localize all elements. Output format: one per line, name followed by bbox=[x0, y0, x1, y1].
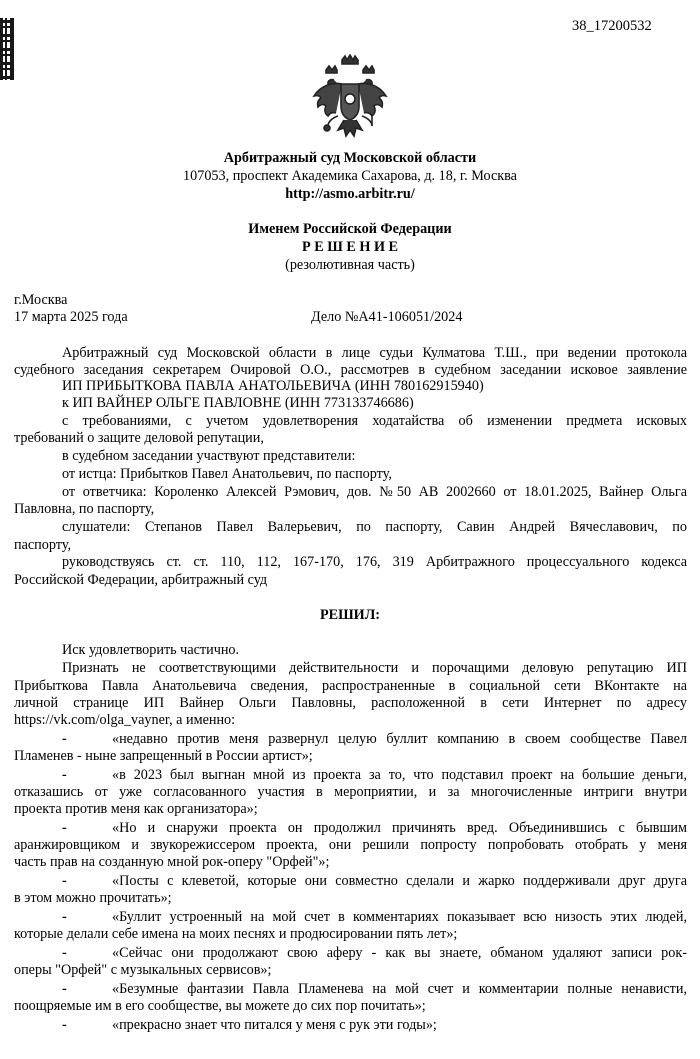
quote-line: «Посты с клеветой, которые они совместно сделали и жарко поддерживали друг друга bbox=[112, 873, 687, 889]
resolved-heading: РЕШИЛ: bbox=[319, 607, 381, 623]
intro-line: с требованиями, с учетом удовлетворения ходатайства об изменении предмета исковых bbox=[62, 413, 687, 429]
ruling-line: Прибыткова Павла Анатольевича сведения, распространенные в социальной сети ВКонтакте на bbox=[14, 678, 687, 694]
defendant: к ИП ВАЙНЕР ОЛЬГЕ ПАВЛОВНЕ (ИНН 773133746686) bbox=[62, 395, 414, 411]
intro-line: от ответчика: Короленко Алексей Рэмович, дов. №50 АВ 2002660 от 18.01.2025, Вайнер Ольга bbox=[62, 484, 687, 500]
court-url[interactable]: http://asmo.arbitr.ru/ bbox=[285, 186, 415, 202]
quote-line: оперы "Орфей" с музыкальных сервисов»; bbox=[14, 962, 272, 978]
intro-line: Арбитражный суд Московской области в лице судьи Кулматова Т.Ш., при ведении протокола bbox=[62, 345, 687, 361]
quote-line: «в 2023 был выгнан мной из проекта за то, что подставил проект на большие деньги, bbox=[112, 767, 687, 783]
heading-decision: Р Е Ш Е Н И Е bbox=[302, 239, 398, 255]
ruling-line: Иск удовлетворить частично. bbox=[62, 642, 240, 658]
quote-line: «Сейчас они продолжают свою аферу - как вы знаете, обманом удаляют записи рок- bbox=[112, 945, 687, 961]
quote-line: поощряемые им в его сообществе, вы можете до сих пор почитать»; bbox=[14, 998, 426, 1014]
date: 17 марта 2025 года bbox=[14, 309, 128, 325]
qr-code bbox=[0, 18, 14, 80]
court-address: 107053, проспект Академика Сахарова, д. 18, г. Москва bbox=[183, 168, 517, 184]
intro-line: паспорту, bbox=[14, 537, 72, 553]
quote-line: «недавно против меня развернул целую буллит компанию в своем сообществе Павел bbox=[112, 731, 687, 747]
intro-line: в судебном заседании участвуют представители: bbox=[62, 448, 356, 464]
ruling-line: Признать не соответствующими действительности и порочащими деловую репутацию ИП bbox=[62, 660, 687, 676]
bullet-dash: - bbox=[62, 945, 67, 961]
quote-line: в этом можно прочитать»; bbox=[14, 890, 172, 906]
intro-line: руководствуясь ст. ст. 110, 112, 167-170, 176, 319 Арбитражного процессуального кодекса bbox=[62, 554, 687, 570]
intro-line: требований о защите деловой репутации, bbox=[14, 430, 264, 446]
ruling-line: https://vk.com/olga_vayner, а именно: bbox=[14, 712, 236, 728]
intro-line: судебного заседания секретарем Очировой О.О., рассмотрев в судебном заседании исковое заявление bbox=[14, 362, 687, 378]
quote-line: которые делали себе имена на моих песнях и продюсировании пять лет»; bbox=[14, 926, 458, 942]
court-name: Арбитражный суд Московской области bbox=[223, 150, 477, 166]
quote-line: отказашись от уже согласованного участия в мероприятии, и за многочисленные интриги внутри bbox=[14, 784, 687, 800]
bullet-dash: - bbox=[62, 820, 67, 836]
intro-line: Павловна, по паспорту, bbox=[14, 501, 155, 517]
place: г.Москва bbox=[14, 292, 68, 308]
quote-line: «Буллит устроенный на мой счет в комментариях показывает всю низость этих людей, bbox=[112, 909, 687, 925]
ruling-line: личной странице ИП Вайнер Ольги Павловны, расположенной в сети Интернет по адресу bbox=[14, 695, 687, 711]
coat-of-arms-emblem bbox=[312, 54, 388, 144]
intro-line: от истца: Прибытков Павел Анатольевич, по паспорту, bbox=[62, 466, 392, 482]
quote-line: Пламенев - ныне запрещенный в России артист»; bbox=[14, 748, 313, 764]
heading-subtitle: (резолютивная часть) bbox=[285, 257, 415, 273]
quote-line: проекта против меня как организатора»; bbox=[14, 801, 258, 817]
intro-line: Российской Федерации, арбитражный суд bbox=[14, 572, 268, 588]
quote-line: «Безумные фантазии Павла Пламенева на мой счет и комментарии полные ненависти, bbox=[112, 981, 687, 997]
bullet-dash: - bbox=[62, 767, 67, 783]
quote-line: «Но и снаружи проекта он продолжил причинять вред. Объединившись с бывшим bbox=[112, 820, 687, 836]
bullet-dash: - bbox=[62, 873, 67, 889]
bullet-dash: - bbox=[62, 731, 67, 747]
bullet-dash: - bbox=[62, 909, 67, 925]
quote-line: аранжировщиком и звукорежиссером проекта, они решили попросту попробовать отобрать у меня bbox=[14, 837, 687, 853]
case-number: Дело №А41-106051/2024 bbox=[311, 309, 463, 325]
document-number: 38_17200532 bbox=[572, 18, 652, 34]
quote-line: «прекрасно знает что питался у меня с рук эти годы»; bbox=[112, 1017, 437, 1033]
quote-line: часть прав на созданную мной рок-оперу "Орфей"»; bbox=[14, 854, 330, 870]
plaintiff: ИП ПРИБЫТКОВА ПАВЛА АНАТОЛЬЕВИЧА (ИНН 780162915940) bbox=[62, 378, 484, 394]
bullet-dash: - bbox=[62, 1017, 67, 1033]
heading-federation: Именем Российской Федерации bbox=[248, 221, 452, 237]
bullet-dash: - bbox=[62, 981, 67, 997]
intro-line: слушатели: Степанов Павел Валерьевич, по паспорту, Савин Андрей Вячеславович, по bbox=[62, 519, 687, 535]
